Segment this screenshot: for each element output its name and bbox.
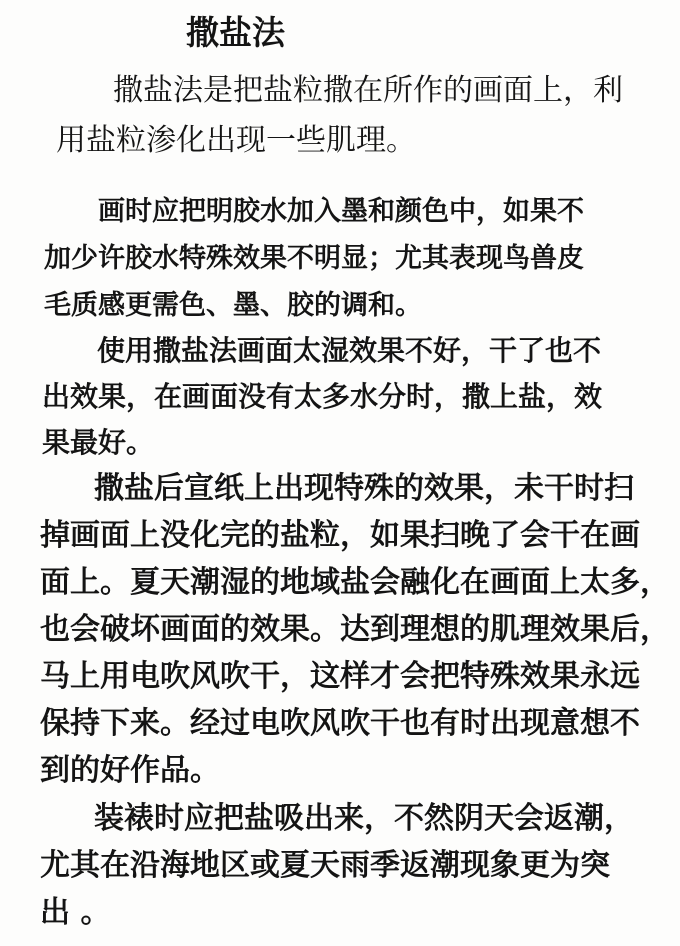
paragraph-2-line-3: 毛质感更需色、墨、胶的调和。	[44, 290, 422, 321]
paragraph-2-line-2: 加少许胶水特殊效果不明显；尤其表现鸟兽皮	[44, 243, 584, 274]
paragraph-1-line-2: 用盐粒渗化出现一些肌理。	[56, 123, 416, 158]
paragraph-3-line-2: 出效果，在画面没有太多水分时，撒上盐，效	[42, 380, 603, 413]
paragraph-4-line-2: 掉画面上没化完的盐粒，如果扫晚了会干在画	[40, 518, 640, 553]
paragraph-4-line-4: 也会破坏画面的效果。达到理想的肌理效果后，	[40, 612, 670, 647]
paragraph-3-line-3: 果最好。	[42, 426, 155, 459]
paragraph-4-line-5: 马上用电吹风吹干，这样才会把特殊效果永远	[40, 659, 640, 694]
paragraph-4-line-6: 保持下来。经过电吹风吹干也有时出现意想不	[40, 706, 640, 741]
paragraph-4-line-7: 到的好作品。	[40, 753, 220, 788]
paragraph-5-line-3: 出 。	[40, 895, 111, 930]
paragraph-1-line-1: 撒盐法是把盐粒撒在所作的画面上，利	[113, 73, 623, 108]
paragraph-4-line-1: 撒盐后宣纸上出现特殊的效果，未干时扫	[94, 471, 634, 506]
paragraph-2-line-1: 画时应把明胶水加入墨和颜色中，如果不	[98, 196, 584, 227]
paragraph-4-line-3: 面上。夏天潮湿的地域盐会融化在画面上太多，	[40, 565, 670, 600]
paragraph-3-line-1: 使用撒盐法画面太湿效果不好，干了也不	[97, 334, 602, 367]
paragraph-5-line-2: 尤其在沿海地区或夏天雨季返潮现象更为突	[40, 848, 610, 883]
page-title: 撒盐法	[186, 13, 285, 52]
paragraph-5-line-1: 装裱时应把盐吸出来，不然阴天会返潮，	[94, 801, 634, 836]
